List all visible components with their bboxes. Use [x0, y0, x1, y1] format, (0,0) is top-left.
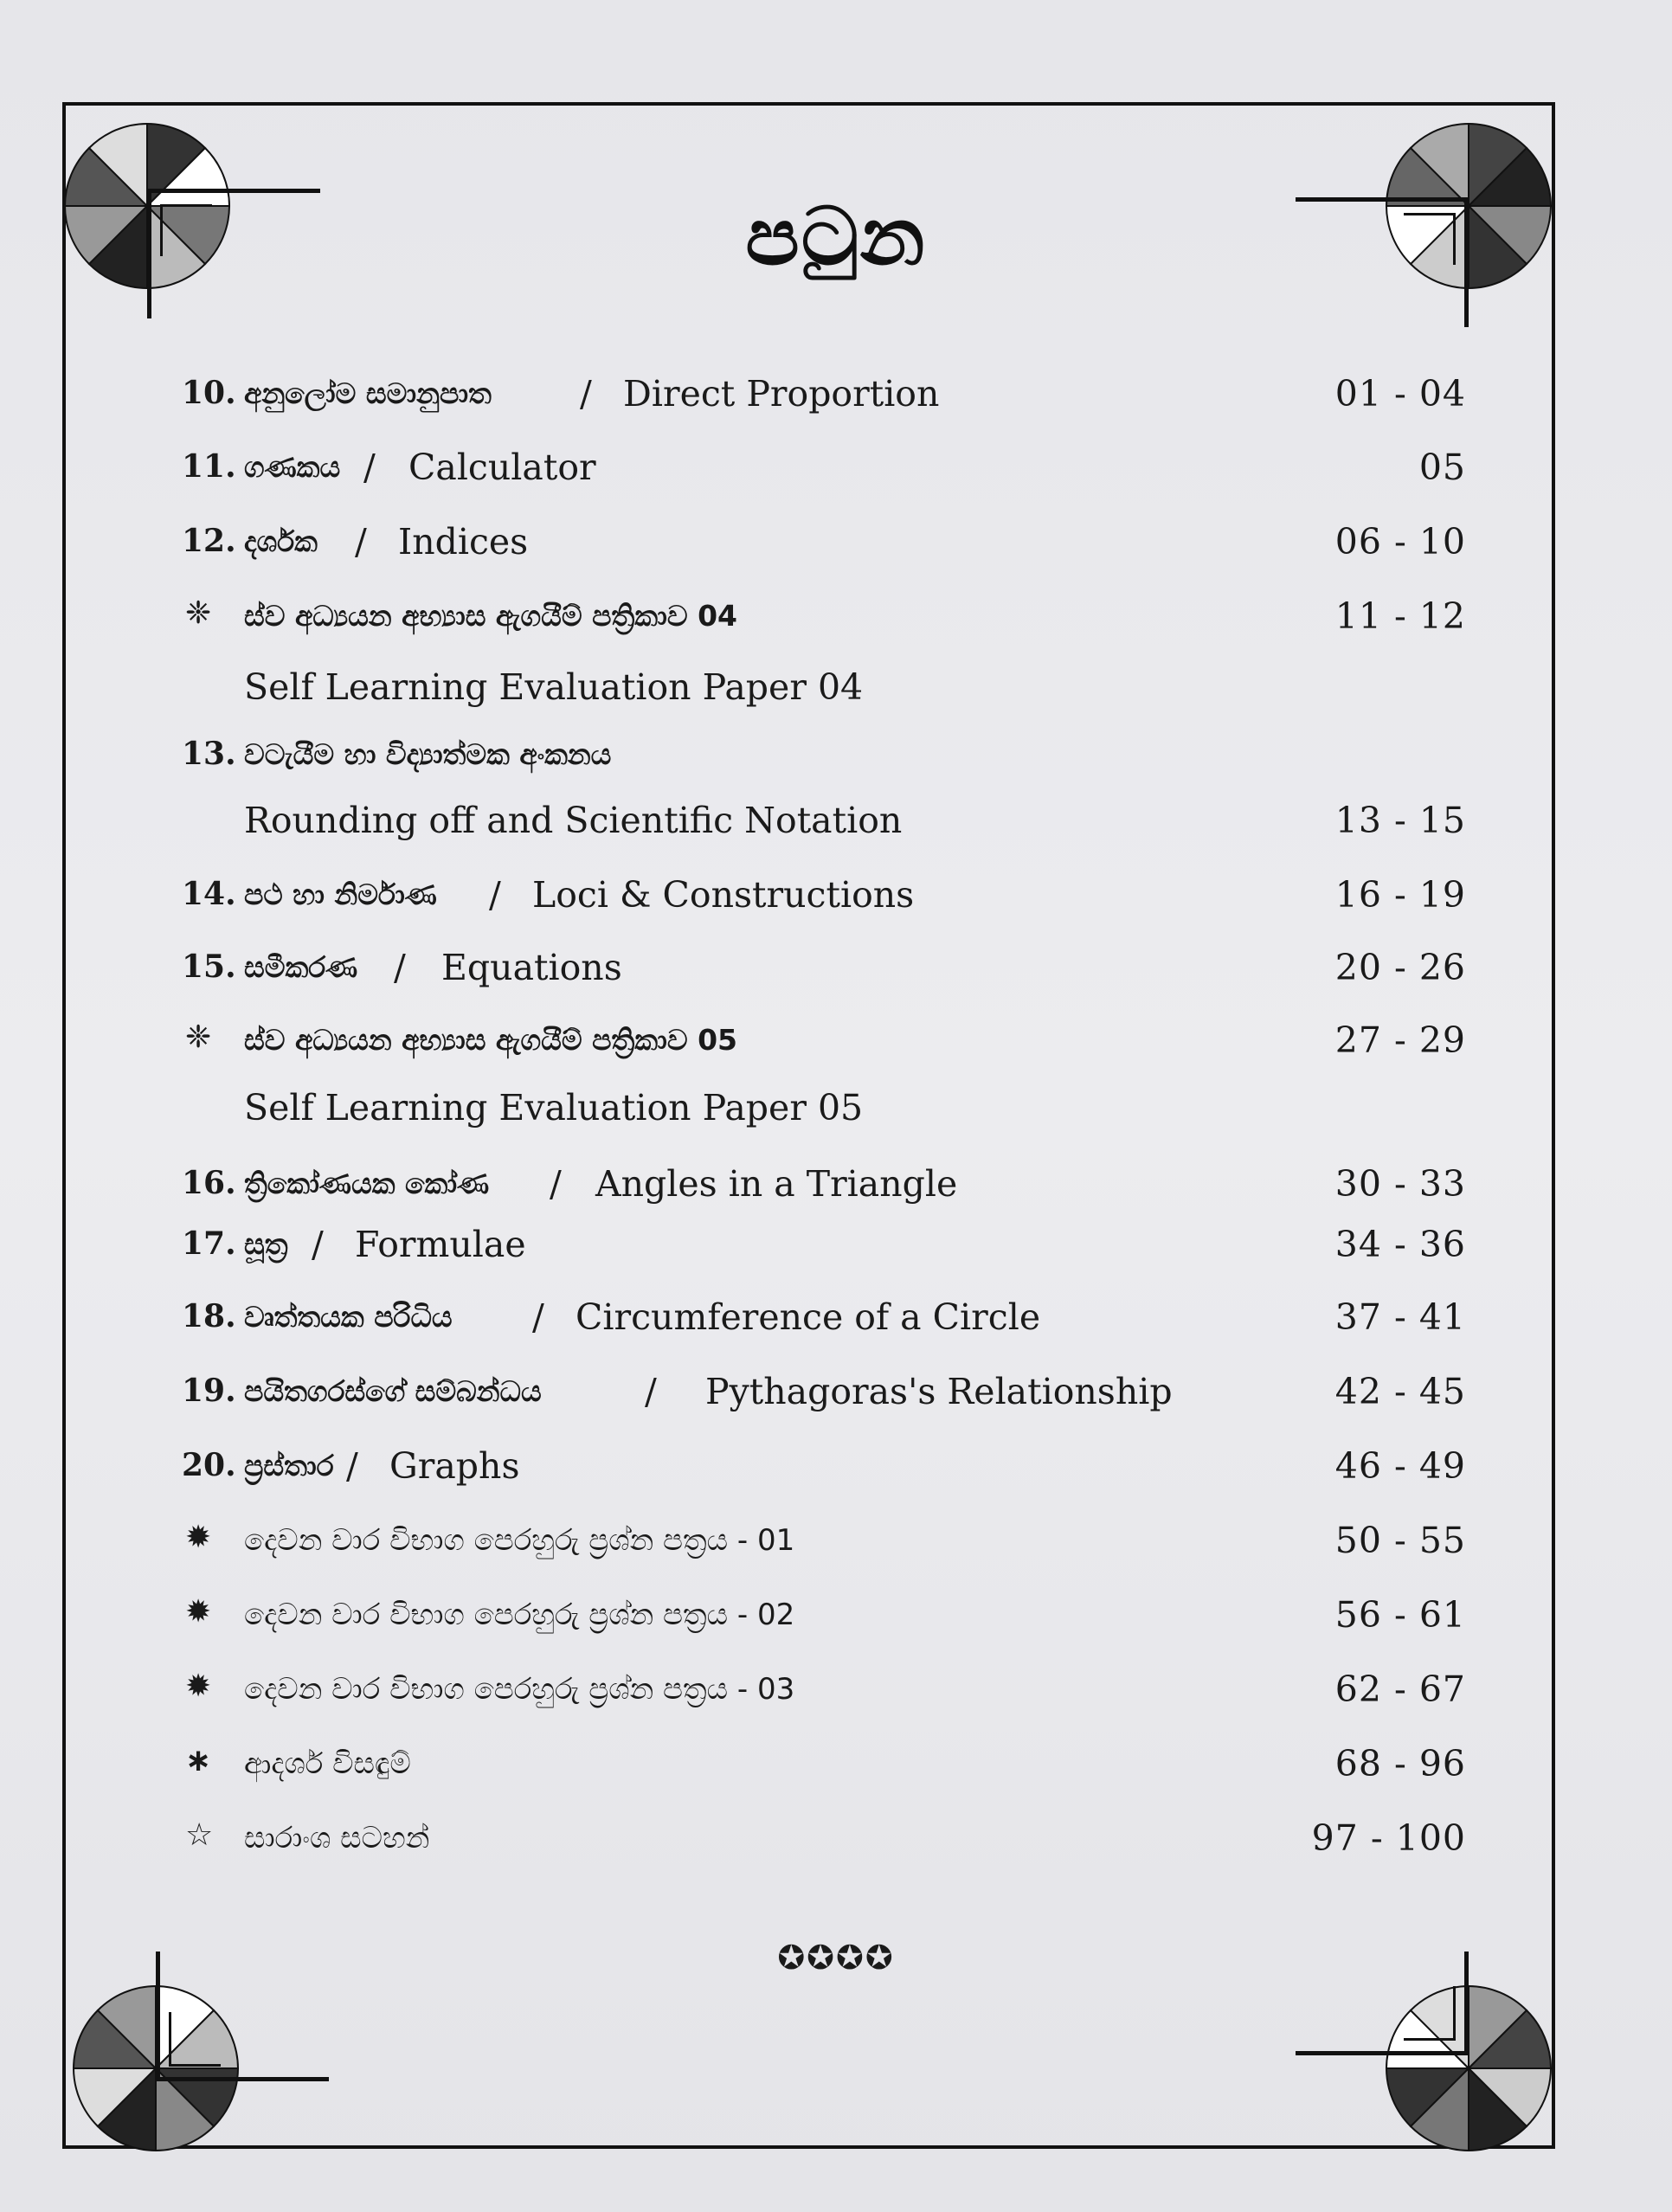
toc-entry: [182, 1291, 1480, 1352]
sinhala-title: සූත්‍ර: [244, 1227, 288, 1261]
chapter-number: 12.: [182, 523, 236, 559]
sinhala-title: පයිතගරස්ගේ සම්බන්ධය: [244, 1374, 542, 1408]
english-title: Equations: [441, 947, 622, 988]
page-range: 42 - 45: [1334, 1371, 1466, 1412]
star-marker-icon: ☆: [185, 1817, 214, 1853]
starburst-marker-icon: ✹: [185, 1594, 212, 1630]
page-range: 05: [1418, 447, 1466, 488]
chapter-number: 13.: [182, 736, 236, 772]
toc-entry: [182, 516, 1480, 576]
toc-entry: [182, 869, 1480, 929]
sinhala-title: අනුලෝම සමානුපාත: [244, 376, 492, 410]
toc-entry: [182, 1219, 1480, 1279]
chapter-number: 19.: [182, 1373, 236, 1409]
english-title-separator: /: [489, 874, 501, 916]
sinhala-title: සමීකරණ: [244, 950, 358, 984]
chapter-number: 15.: [182, 948, 236, 985]
page-title: පටුන: [745, 190, 927, 283]
toc-entry: [182, 1440, 1480, 1501]
english-title-separator: /: [394, 947, 406, 988]
sinhala-title: දෙවන වාර විභාග පෙරහුරු ප්‍රශ්න පත්‍රය - 02: [244, 1598, 795, 1632]
toc-entry: [182, 368, 1480, 428]
sinhala-title: ආදර්ශ විසඳුම්: [244, 1746, 411, 1781]
starburst-marker-icon: ✹: [185, 1669, 212, 1704]
toc-entry: [182, 441, 1480, 502]
english-title-separator: /: [363, 447, 376, 488]
page-range: 16 - 19: [1334, 874, 1466, 916]
english-title-separator: /: [532, 1296, 544, 1338]
toc-entry: [182, 1014, 1480, 1075]
english-title: Formulae: [355, 1224, 526, 1265]
page-range: 06 - 10: [1334, 521, 1466, 563]
starburst-marker-icon: ✹: [185, 1520, 212, 1555]
page-range: 13 - 15: [1334, 800, 1466, 841]
chapter-number: 16.: [182, 1165, 236, 1201]
english-title: Pythagoras's Relationship: [705, 1371, 1173, 1412]
page-range: 11 - 12: [1334, 595, 1466, 637]
english-subtitle: Rounding off and Scientific Notation: [244, 800, 903, 841]
footer-stars-icon: ✪✪✪✪: [777, 1939, 895, 1977]
english-title: Calculator: [408, 447, 596, 488]
page-range: 20 - 26: [1334, 947, 1466, 988]
english-title-separator: /: [580, 373, 592, 415]
chapter-number: 10.: [182, 375, 236, 411]
toc-entry: [182, 729, 1480, 789]
english-title-separator: /: [312, 1224, 324, 1265]
page-range: 56 - 61: [1334, 1594, 1466, 1636]
english-title: Angles in a Triangle: [595, 1163, 958, 1205]
page-range: 50 - 55: [1334, 1520, 1466, 1561]
english-title-separator: /: [550, 1163, 562, 1205]
sinhala-title: වටැයීම හා විද්‍යාත්මක අංකනය: [244, 737, 612, 771]
english-title-separator: /: [346, 1445, 358, 1487]
sinhala-title: ත්‍රිකෝණයක කෝණ: [244, 1167, 490, 1200]
sinhala-title: ස්ව අධ්‍යයන අභ්‍යාස ඇගයීම් පත්‍රිකාව 04: [244, 599, 738, 633]
asterisk-marker-icon: ❈: [185, 1019, 212, 1055]
english-title-separator: /: [645, 1371, 657, 1412]
sinhala-title: සාරාංශ සටහන්: [244, 1821, 430, 1855]
sinhala-title: දර්ශක: [244, 524, 318, 558]
page-range: 37 - 41: [1334, 1296, 1466, 1338]
toc-entry: [182, 1812, 1480, 1873]
asterisk-marker-icon: ❈: [185, 595, 212, 631]
english-title: Circumference of a Circle: [576, 1296, 1041, 1338]
page-range: 97 - 100: [1311, 1817, 1466, 1859]
page-range: 62 - 67: [1334, 1669, 1466, 1710]
page-range: 46 - 49: [1334, 1445, 1466, 1487]
english-title-separator: /: [355, 521, 367, 563]
english-title: Direct Proportion: [623, 373, 940, 415]
sinhala-title: ස්ව අධ්‍යයන අභ්‍යාස ඇගයීම් පත්‍රිකාව 05: [244, 1023, 738, 1057]
toc-entry: [182, 1589, 1480, 1649]
sinhala-title: වෘත්තයක පරිධිය: [244, 1300, 453, 1334]
english-title: Indices: [398, 521, 529, 563]
toc-entry: [182, 1738, 1480, 1798]
sinhala-title: ගණකය: [244, 450, 341, 484]
toc-entry: [182, 590, 1480, 651]
page-range: 30 - 33: [1334, 1163, 1466, 1205]
english-title: Loci & Constructions: [532, 874, 915, 916]
page-range: 34 - 36: [1334, 1224, 1466, 1265]
sinhala-title: දෙවන වාර විභාග පෙරහුරු ප්‍රශ්න පත්‍රය - 01: [244, 1523, 795, 1558]
chapter-number: 18.: [182, 1298, 236, 1334]
page-range: 01 - 04: [1334, 373, 1466, 415]
english-subtitle: Self Learning Evaluation Paper 04: [244, 666, 864, 708]
sinhala-title: පථ හා නිර්මාණ: [244, 878, 437, 911]
chapter-number: 20.: [182, 1447, 236, 1483]
english-title: Graphs: [389, 1445, 520, 1487]
chapter-number: 14.: [182, 876, 236, 912]
page-range: 68 - 96: [1334, 1743, 1466, 1784]
asterisk-marker-icon: ∗: [185, 1743, 212, 1778]
chapter-number: 11.: [182, 448, 236, 485]
page-range: 27 - 29: [1334, 1019, 1466, 1061]
chapter-number: 17.: [182, 1225, 236, 1262]
sinhala-title: දෙවන වාර විභාග පෙරහුරු ප්‍රශ්න පත්‍රය - 03: [244, 1672, 795, 1707]
sinhala-title: ප්‍රස්තාර: [244, 1449, 334, 1482]
toc-entry: [182, 1663, 1480, 1724]
toc-entry: [182, 1158, 1480, 1219]
toc-entry: [182, 942, 1480, 1002]
toc-entry: [182, 1366, 1480, 1426]
english-subtitle: Self Learning Evaluation Paper 05: [244, 1087, 864, 1129]
toc-entry: [182, 1514, 1480, 1575]
